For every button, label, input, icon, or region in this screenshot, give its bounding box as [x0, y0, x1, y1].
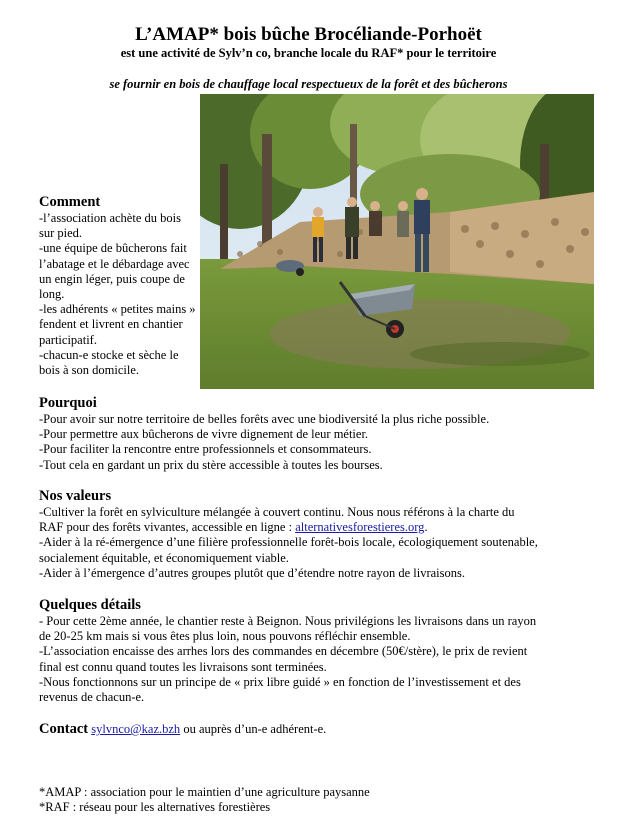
- details-line: -L’association encaisse des arrhes lors des commandes en décembre (50€/stère), le prix de revient: [39, 644, 528, 659]
- contact-heading: Contact: [39, 721, 89, 737]
- valeurs-line-text: RAF pour des forêts vivantes, accessible en ligne :: [39, 520, 296, 535]
- valeurs-line: -Aider à l’émergence d’autres groupes plutôt que d’étendre notre rayon de livraisons.: [39, 565, 466, 580]
- valeurs-line-end: .: [424, 520, 428, 535]
- comment-item: -chacun-e stocke et sèche le bois à son domicile.: [39, 347, 179, 378]
- details-line: final est connu quand toutes les livraisons sont terminées.: [39, 659, 327, 674]
- valeurs-line-with-link: [39, 520, 538, 535]
- pourquoi-item: -Pour faciliter la rencontre entre professionnels et consommateurs.: [39, 442, 372, 457]
- page-subtitle: est une activité de Sylv’n co, branche locale du RAF* pour le territoire: [120, 46, 497, 60]
- valeurs-line: -Cultiver la forêt en sylviculture mélangée à couvert continu. Nous nous référons à la charte du: [39, 505, 515, 519]
- comment-item: -les adhérents « petites mains » fendent et livrent en chantier participatif.: [39, 302, 196, 347]
- page-title: L’AMAP* bois bûche Brocéliande-Porhoët: [135, 24, 482, 45]
- valeurs-line: socialement équitable, et économiquement viable.: [39, 550, 289, 565]
- page-tagline: se fournir en bois de chauffage local respectueux de la forêt et des bûcherons: [109, 77, 508, 91]
- details-line: de 20-25 km mais si vous êtes plus loin, nous pouvons réfléchir ensemble.: [39, 629, 411, 644]
- details-line: - Pour cette 2ème année, le chantier reste à Beignon. Nous privilégions les livraisons dans un rayon: [39, 614, 537, 628]
- comment-item: -une équipe de bûcherons fait l’abatage et le débardage avec un engin léger, puis coupe de long.: [39, 241, 190, 302]
- footnotes: [39, 785, 370, 815]
- details-list: [39, 614, 536, 705]
- pourquoi-list: [39, 412, 489, 473]
- comment-heading: Comment: [39, 194, 101, 210]
- pourquoi-item: -Pour avoir sur notre territoire de belles forêts avec une biodiversité la plus riche possible.: [39, 412, 490, 426]
- valeurs-line: -Aider à la ré-émergence d’une filière professionnelle forêt-bois locale, écologiquement soutenable,: [39, 535, 538, 550]
- details-heading: Quelques détails: [39, 597, 141, 613]
- charter-link[interactable]: alternativesforestieres.org: [295, 520, 425, 535]
- valeurs-heading: Nos valeurs: [39, 488, 112, 504]
- comment-list: [39, 211, 199, 378]
- comment-item: -l’association achète du bois sur pied.: [39, 211, 181, 241]
- contact-email-link[interactable]: sylvnco@kaz.bzh: [91, 722, 181, 736]
- contact-after: ou auprès d’un-e adhérent-e.: [180, 722, 327, 736]
- details-line: revenus de chacun-e.: [39, 690, 145, 705]
- footnote-raf: *RAF : réseau pour les alternatives forestières: [39, 800, 271, 814]
- contact-line: [39, 721, 326, 738]
- pourquoi-item: -Tout cela en gardant un prix du stère accessible à toutes les bourses.: [39, 457, 383, 472]
- details-line: -Nous fonctionnons sur un principe de « prix libre guidé » en fonction de l’investissement et des: [39, 674, 521, 689]
- woodpile-photo-illustration: [200, 94, 594, 389]
- pourquoi-item: -Pour permettre aux bûcherons de vivre dignement de leur métier.: [39, 427, 369, 442]
- footnote-amap: *AMAP : association pour le maintien d’une agriculture paysanne: [39, 785, 370, 799]
- woodpile-photo: [200, 94, 594, 389]
- valeurs-list: [39, 505, 538, 581]
- pourquoi-heading: Pourquoi: [39, 395, 97, 411]
